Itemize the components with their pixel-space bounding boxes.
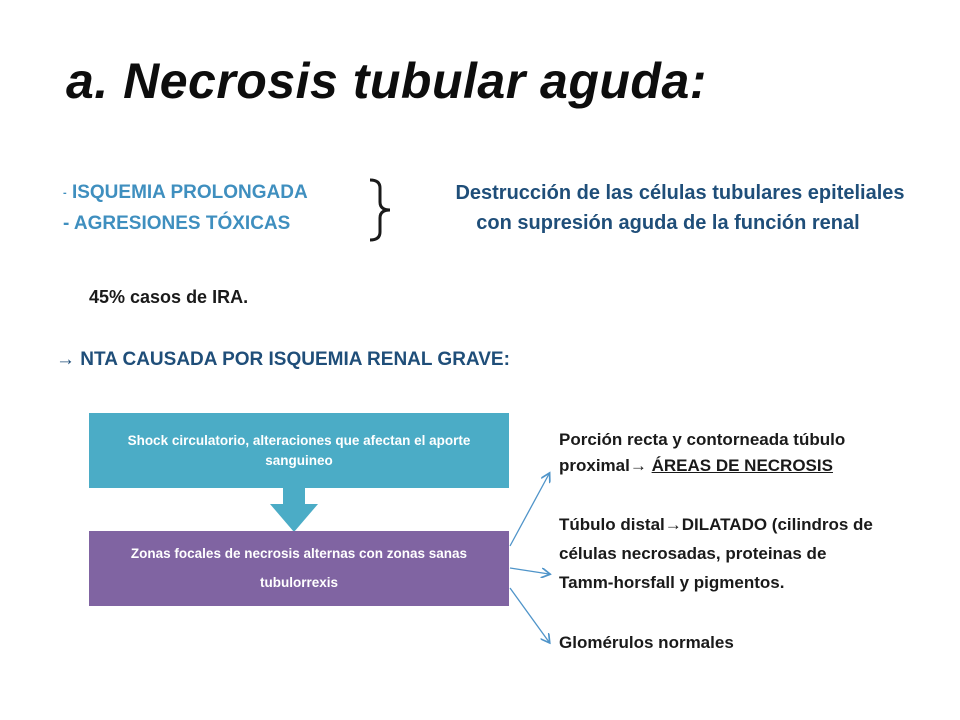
flow-box-necrosis-line1: Zonas focales de necrosis alternas con zonas sanas (130, 546, 468, 562)
cause-dash: - (63, 187, 67, 199)
connector-arrow-mid (510, 568, 549, 574)
connector-arrow-down (510, 588, 549, 642)
finding-distal-line1 (559, 513, 873, 537)
flow-box-necrosis-line2: tubulorrexis (259, 574, 338, 590)
nta-heading-text: NTA CAUSADA POR ISQUEMIA RENAL GRAVE: (80, 349, 510, 370)
flow-box-shock: Shock circulatorio, alteraciones que afectan el aporte sanguineo (89, 413, 509, 488)
finding-distal-rest: DILATADO (cilindros de (681, 515, 873, 534)
finding-proximal-prefix: proximal (559, 456, 630, 475)
slide-title: a. Necrosis tubular aguda: (66, 53, 707, 109)
cause-ischemia-label: ISQUEMIA PROLONGADA (71, 182, 308, 203)
cause-toxic: - AGRESIONES TÓXICAS (63, 213, 291, 234)
finding-distal-line3: Tamm-horsfall y pigmentos. (559, 573, 785, 592)
connector-arrows (500, 470, 560, 650)
ira-percentage: 45% casos de IRA. (89, 287, 249, 307)
right-arrow-icon: → (664, 515, 682, 534)
result-line-2: con supresión aguda de la función renal (476, 212, 860, 234)
flow-box-necrosis (89, 531, 509, 606)
down-arrow-icon (270, 486, 318, 532)
nta-heading (56, 349, 510, 371)
curly-brace-icon (366, 178, 396, 242)
connector-arrow-up (510, 474, 549, 546)
finding-proximal-line2 (559, 454, 833, 478)
right-arrow-icon: → (629, 456, 647, 475)
result-line-1: Destrucción de las células tubulares epiteliales (455, 182, 905, 204)
finding-glomeruli: Glomérulos normales (559, 633, 734, 652)
cause-ischemia (63, 182, 308, 204)
right-arrow-icon: → (56, 349, 75, 370)
finding-distal-prefix: Túbulo distal (559, 515, 665, 534)
finding-necrosis-areas: ÁREAS DE NECROSIS (651, 456, 833, 475)
finding-proximal-line1: Porción recta y contorneada túbulo (559, 430, 846, 449)
finding-distal-line2: células necrosadas, proteinas de (559, 544, 827, 563)
